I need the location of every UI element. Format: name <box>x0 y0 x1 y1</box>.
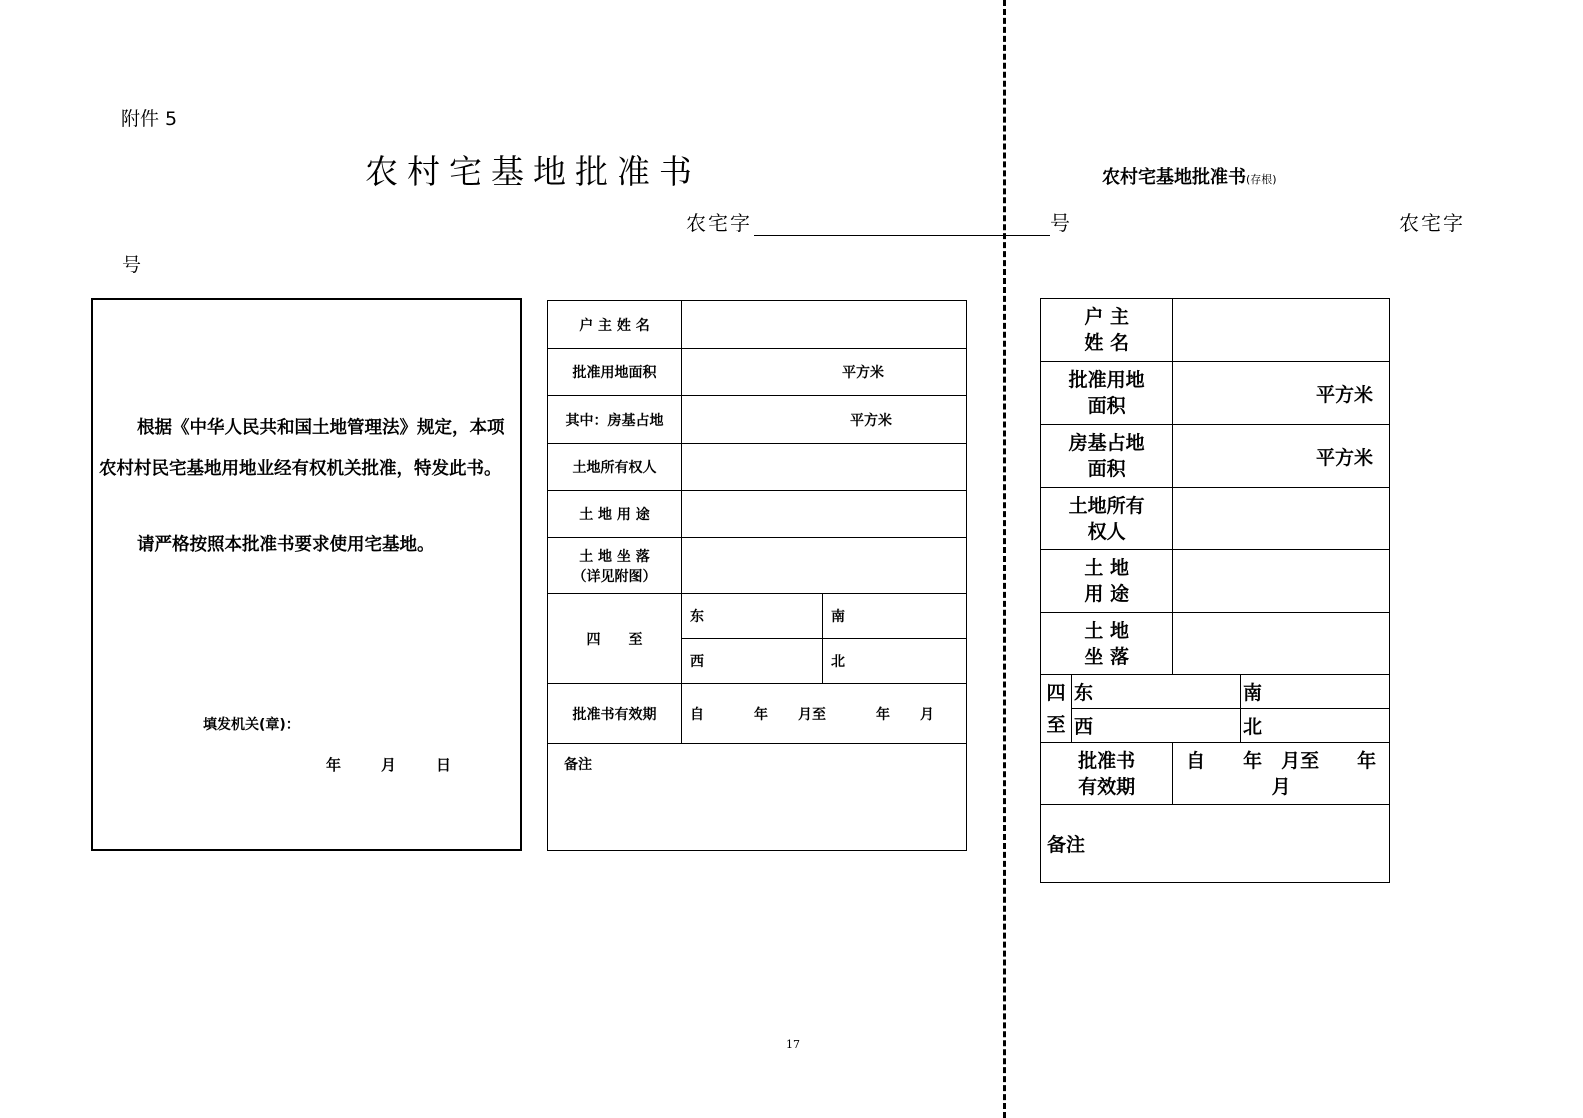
page-number: 17 <box>786 1038 800 1051</box>
stub-label-west: 西 <box>1074 716 1094 738</box>
stub-row-land-use <box>1041 550 1390 613</box>
stub-row-land-owner <box>1041 488 1390 550</box>
number-prefix: 农宅字 <box>686 211 752 235</box>
label-land-use: 土 地 用 途 <box>548 491 682 538</box>
stub-label-owner-name-1: 户 主 <box>1084 306 1129 328</box>
field-remarks[interactable] <box>548 744 967 851</box>
stub-field-land-owner[interactable] <box>1173 488 1390 550</box>
stub-unit-building-area: 平方米 <box>1315 446 1373 469</box>
row-validity <box>548 684 967 744</box>
stub-number-prefix: 农宅字 <box>1399 211 1465 235</box>
field-land-owner[interactable] <box>682 444 967 491</box>
unit-building-area: 平方米 <box>850 413 892 429</box>
stub-row-approved-area <box>1041 362 1390 425</box>
stub-title <box>1102 163 1277 189</box>
label-east: 东 <box>690 609 704 625</box>
stub-label-validity-2: 有效期 <box>1078 775 1136 798</box>
stub-label-building-area <box>1041 425 1173 488</box>
page-title: 农村宅基地批准书 <box>365 152 701 191</box>
stub-label-building-area-2: 面积 <box>1087 458 1126 480</box>
number-suffix-line2: 号 <box>122 254 142 276</box>
stub-label-east: 东 <box>1074 682 1094 704</box>
approval-text-box <box>91 298 522 851</box>
field-approved-area[interactable] <box>682 349 967 396</box>
label-remarks: 备注 <box>564 757 592 773</box>
label-land-owner: 土地所有权人 <box>548 444 682 491</box>
row-land-owner <box>548 444 967 491</box>
stub-label-land-owner-2: 权人 <box>1087 520 1126 543</box>
stub-label-owner-name <box>1041 299 1173 362</box>
stub-title-text: 农村宅基地批准书 <box>1102 167 1246 188</box>
stub-field-land-location[interactable] <box>1173 613 1390 675</box>
row-land-use <box>548 491 967 538</box>
row-building-area <box>548 396 967 444</box>
stub-label-land-location-1: 土 地 <box>1084 619 1129 642</box>
stub-row-owner-name <box>1041 299 1390 362</box>
label-approved-area: 批准用地面积 <box>548 349 682 396</box>
approval-paragraph-1: 根据《中华人民共和国土地管理法》规定，本项农村村民宅基地用地业经有权机关批准，特发此书。 <box>99 418 505 479</box>
label-north: 北 <box>831 654 845 670</box>
date-year: 年 <box>326 756 342 774</box>
stub-field-building-area[interactable] <box>1173 425 1390 488</box>
label-west: 西 <box>690 654 704 670</box>
label-south: 南 <box>831 609 845 625</box>
stub-field-land-use[interactable] <box>1173 550 1390 613</box>
label-owner-name: 户 主 姓 名 <box>548 301 682 349</box>
stub-label-land-owner-1: 土地所有 <box>1068 494 1145 517</box>
label-land-location <box>548 538 682 594</box>
stub-label-land-use <box>1041 550 1173 613</box>
stub-label-approved-area-2: 面积 <box>1087 395 1126 417</box>
stub-label-remarks: 备注 <box>1047 834 1086 856</box>
validity-year: 年 <box>754 706 768 723</box>
validity-month2: 月 <box>920 706 934 723</box>
stub-label-approved-area <box>1041 362 1173 425</box>
unit-approved-area: 平方米 <box>842 365 884 381</box>
field-north[interactable] <box>823 639 967 684</box>
stub-label-boundaries-2: 至 <box>1046 713 1066 736</box>
stub-label-validity <box>1041 743 1173 805</box>
stub-unit-approved-area: 平方米 <box>1315 383 1373 406</box>
stub-field-west[interactable] <box>1072 709 1241 743</box>
stub-row-boundaries-1 <box>1041 675 1390 709</box>
stub-label-owner-name-2: 姓 名 <box>1084 332 1129 354</box>
stub-label-land-use-1: 土 地 <box>1084 557 1129 579</box>
stub-title-note: (存根) <box>1246 173 1277 186</box>
row-approved-area <box>548 349 967 396</box>
row-owner-name <box>548 301 967 349</box>
stub-label-boundaries <box>1041 675 1072 743</box>
field-south[interactable] <box>823 594 967 639</box>
validity-month-to: 月至 <box>798 706 826 723</box>
validity-year2: 年 <box>876 706 890 723</box>
stub-label-land-location-2: 坐 落 <box>1084 645 1129 668</box>
main-form-table <box>547 300 967 851</box>
stub-field-north[interactable] <box>1241 709 1390 743</box>
stub-row-validity <box>1041 743 1390 805</box>
tear-off-divider <box>1003 0 1006 1118</box>
label-building-area: 其中：房基占地 <box>548 396 682 444</box>
stub-row-building-area <box>1041 425 1390 488</box>
label-validity: 批准书有效期 <box>548 684 682 744</box>
field-owner-name[interactable] <box>682 301 967 349</box>
validity-from: 自 <box>690 706 704 723</box>
stub-field-approved-area[interactable] <box>1173 362 1390 425</box>
approval-paragraph-2: 请严格按照本批准书要求使用宅基地。 <box>137 535 435 555</box>
document-number <box>686 207 1072 236</box>
stub-label-land-location <box>1041 613 1173 675</box>
stub-row-remarks <box>1041 805 1390 883</box>
stub-field-south[interactable] <box>1241 675 1390 709</box>
stub-label-boundaries-1: 四 <box>1046 681 1066 704</box>
stub-label-land-use-2: 用 途 <box>1084 583 1129 605</box>
field-land-location[interactable] <box>682 538 967 594</box>
field-validity[interactable] <box>682 684 967 744</box>
stub-label-land-owner <box>1041 488 1173 550</box>
label-land-location-text: 土 地 坐 落 <box>579 548 650 565</box>
field-building-area[interactable] <box>682 396 967 444</box>
label-land-location-note: （详见附图） <box>572 568 657 585</box>
stub-field-east[interactable] <box>1072 675 1241 709</box>
field-land-use[interactable] <box>682 491 967 538</box>
stub-label-north: 北 <box>1243 716 1263 738</box>
stub-label-building-area-1: 房基占地 <box>1068 432 1145 454</box>
stub-field-remarks[interactable] <box>1041 805 1390 883</box>
stub-validity-line1: 自 年 月至 年 <box>1186 749 1377 772</box>
attachment-label: 附件 5 <box>121 108 178 130</box>
date-day: 日 <box>436 756 452 774</box>
label-boundaries: 四 至 <box>548 594 682 684</box>
stub-label-validity-1: 批准书 <box>1078 749 1136 772</box>
field-east[interactable] <box>682 594 823 639</box>
stub-field-owner-name[interactable] <box>1173 299 1390 362</box>
stub-form-table <box>1040 298 1390 883</box>
row-remarks <box>548 744 967 851</box>
row-land-location <box>548 538 967 594</box>
stub-row-boundaries-2 <box>1041 709 1390 743</box>
field-west[interactable] <box>682 639 823 684</box>
issue-date <box>326 754 491 775</box>
row-boundaries-1 <box>548 594 967 639</box>
number-suffix: 号 <box>1050 211 1072 235</box>
stub-label-south: 南 <box>1243 682 1263 704</box>
stub-label-approved-area-1: 批准用地 <box>1068 369 1145 391</box>
date-month: 月 <box>381 756 397 774</box>
issuer-label: 填发机关(章)： <box>203 717 300 733</box>
stub-row-land-location <box>1041 613 1390 675</box>
stub-field-validity[interactable] <box>1173 743 1390 805</box>
stub-validity-line2: 月 <box>1271 775 1291 798</box>
